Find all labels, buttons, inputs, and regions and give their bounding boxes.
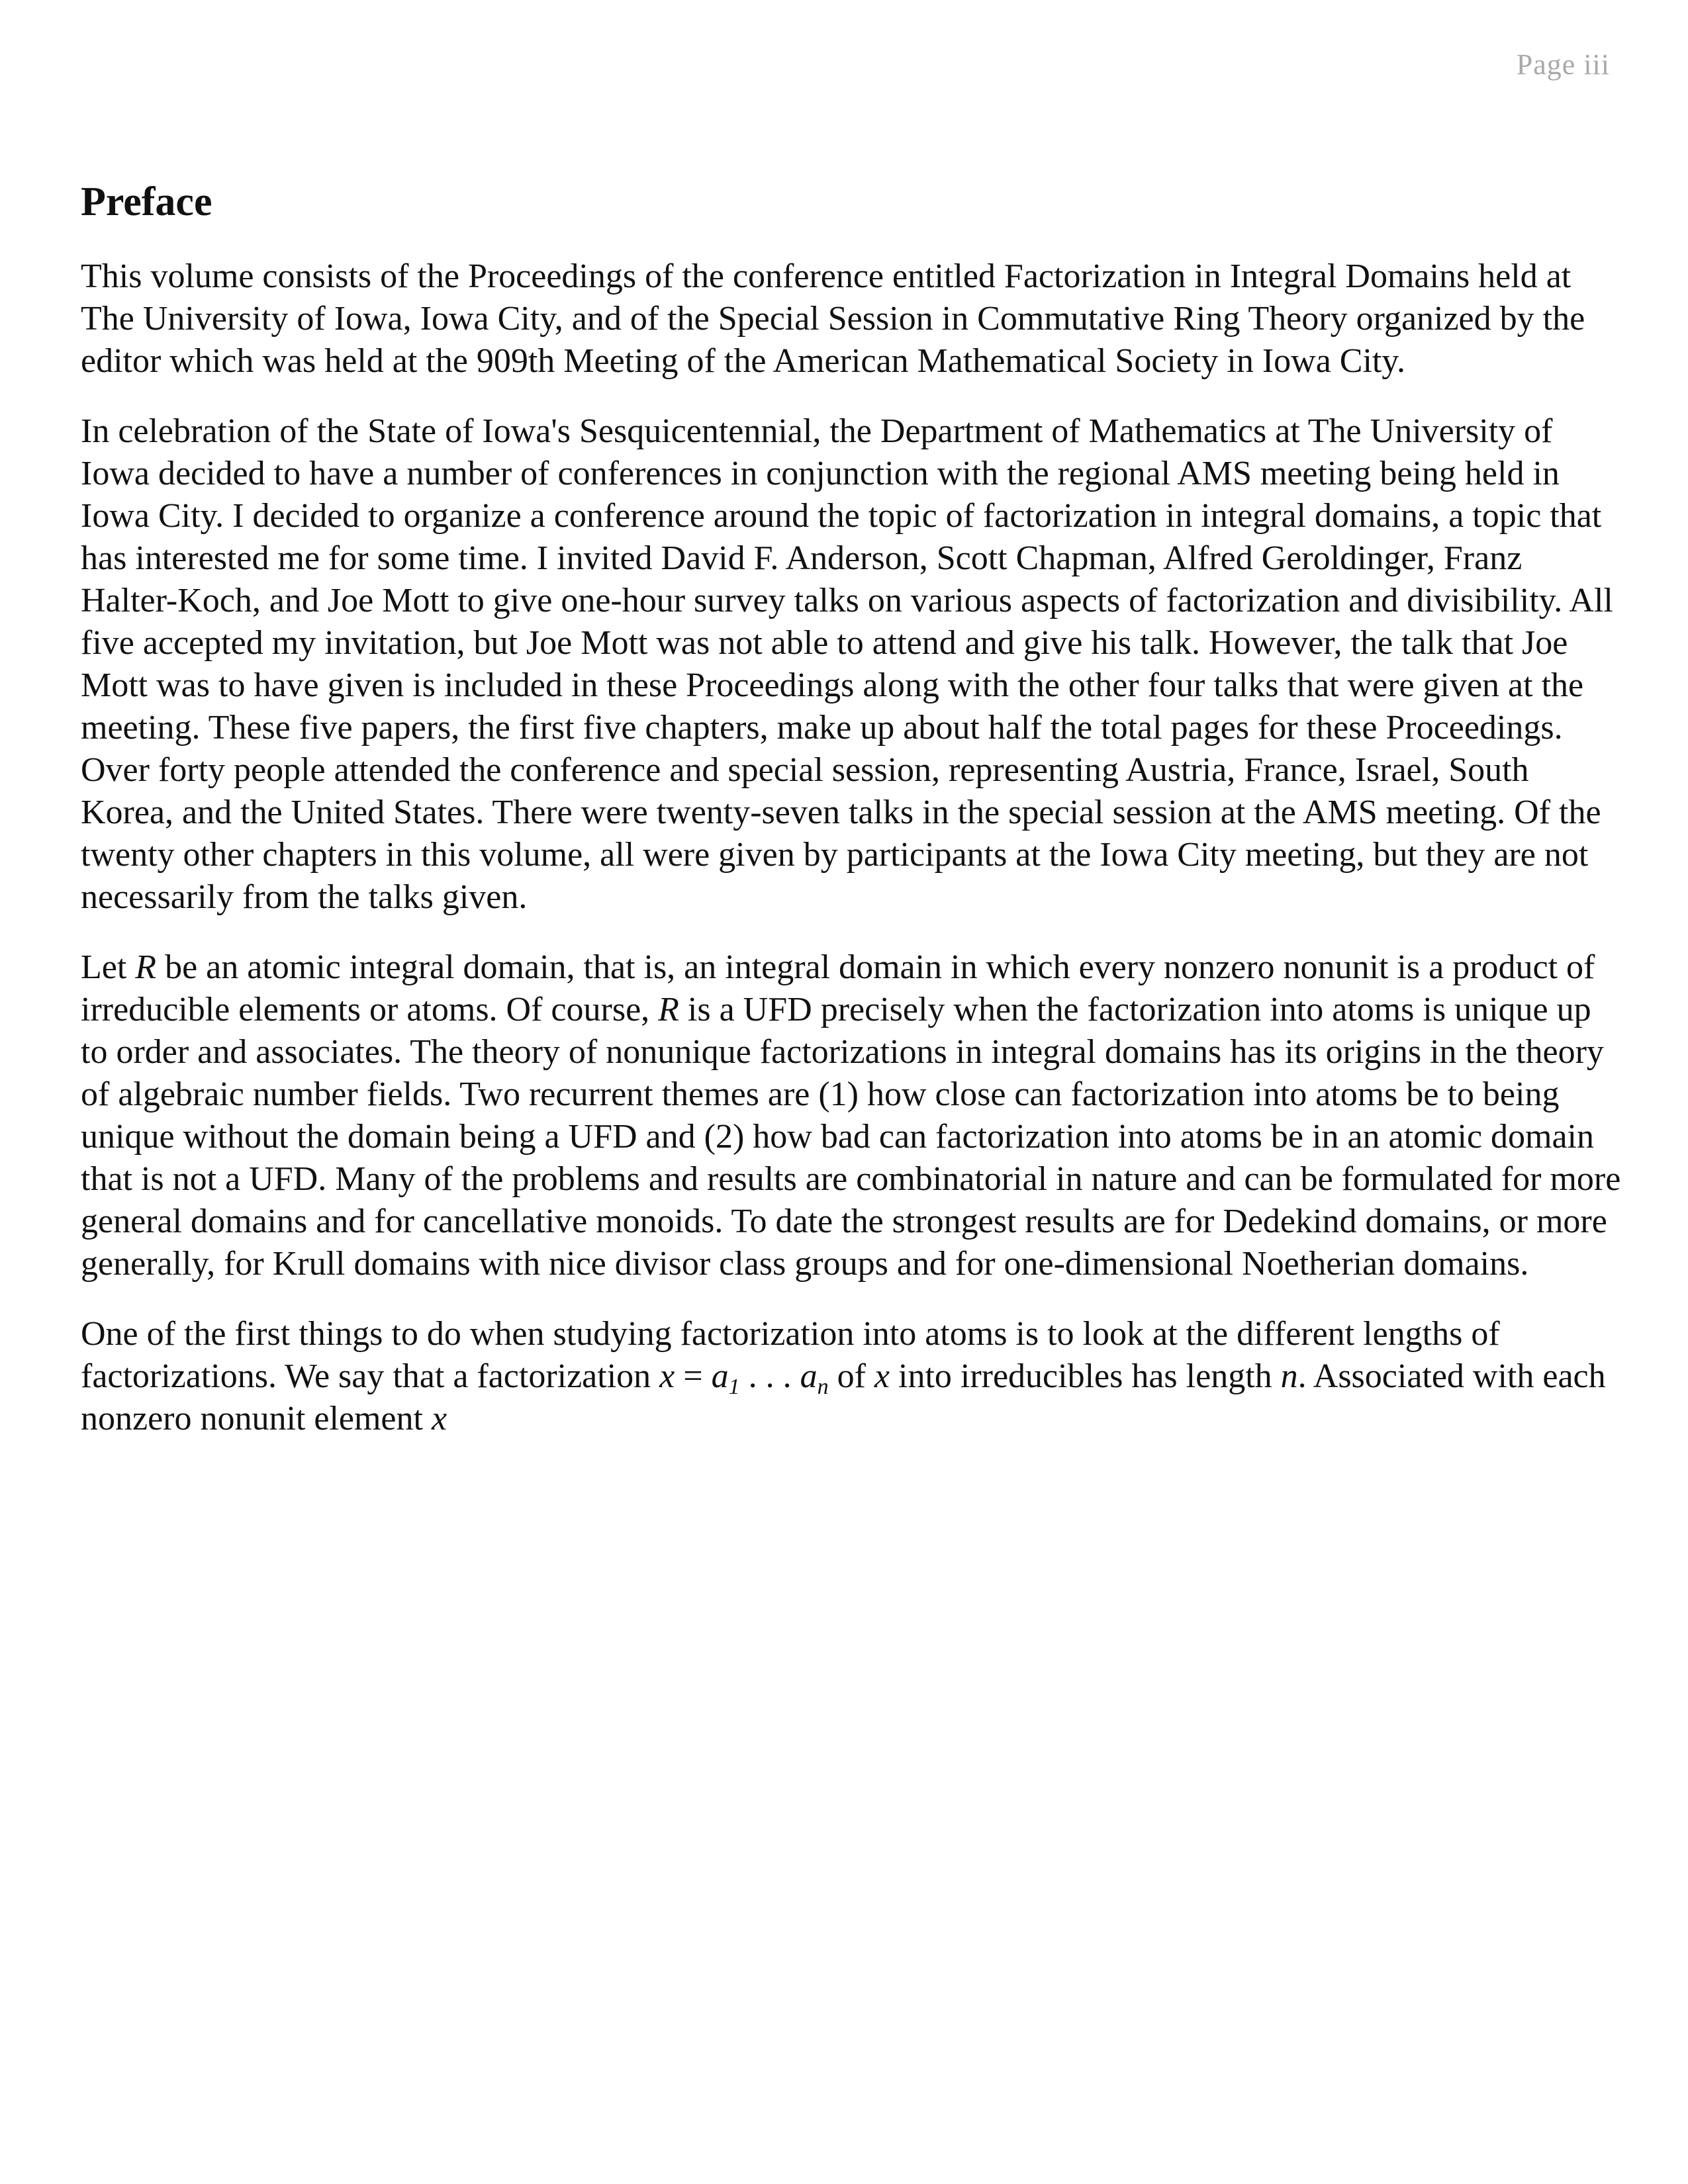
paragraph-3 [81, 946, 1623, 1285]
page-title: Preface [81, 179, 212, 224]
text-run: . Associated with each nonzero nonunit element [81, 1357, 1606, 1438]
text-run: . . . [739, 1357, 800, 1396]
math-variable: R [658, 991, 679, 1029]
text-run: Let [81, 948, 136, 987]
math-subscript: 1 [728, 1375, 740, 1400]
text-run: = [675, 1357, 712, 1396]
math-variable: x [659, 1357, 675, 1396]
math-subscript: n [817, 1375, 829, 1400]
math-variable: x [874, 1357, 890, 1396]
paragraph-4 [81, 1313, 1623, 1440]
math-variable: R [135, 948, 157, 987]
text-run: is a UFD precisely when the factorization into atoms is unique up to order and associates. The theory of nonunique factorizations in integral domains has its origins in the theory of algebraic number fields. Two recurrent themes are (1) how close can factorization into atoms be to being unique without the domain being a UFD and (2) how bad can factorization into atoms be in an atomic domain that is not a UFD. Many of the problems and results are combinatorial in nature and can be formulated for more general domains and for cancellative monoids. To date the strongest results are for Dedekind domains, or more generally, for Krull domains with nice divisor class groups and for one-dimensional Noetherian domains. [81, 991, 1621, 1283]
text-run: into irreducibles has length [890, 1357, 1281, 1396]
paragraph-2: In celebration of the State of Iowa's Sesquicentennial, the Department of Mathematics at The University of Iowa decided to have a number of conferences in conjunction with the regional AMS meeting being held in Iowa City. I decided to organize a conference around the topic of factorization in integral domains, a topic that has interested me for some time. I invited David F. Anderson, Scott Chapman, Alfred Geroldinger, Franz Halter-Koch, and Joe Mott to give one-hour survey talks on various aspects of factorization and divisibility. All five accepted my invitation, but Joe Mott was not able to attend and give his talk. However, the talk that Joe Mott was to have given is included in these Proceedings along with the other four talks that were given at the meeting. These five papers, the first five chapters, make up about half the total pages for these Proceedings. Over forty people attended the conference and special session, representing Austria, France, Israel, South Korea, and the United States. There were twenty-seven talks in the special session at the AMS meeting. Of the twenty other chapters in this volume, all were given by participants at the Iowa City meeting, but they are not necessarily from the talks given. [81, 412, 1613, 917]
math-variable: x [431, 1400, 447, 1438]
text-run: One of the first things to do when studying factorization into atoms is to look at the different lengths of factorizations. We say that a factorization [81, 1315, 1500, 1396]
text-run: of [828, 1357, 874, 1396]
document-body [81, 177, 1623, 1468]
math-variable: a [711, 1357, 729, 1396]
page-number-label: Page iii [1516, 48, 1610, 81]
math-variable: a [800, 1357, 818, 1396]
math-variable: n [1280, 1357, 1298, 1396]
text-run: be an atomic integral domain, that is, an integral domain in which every nonzero nonunit is a product of irreducible elements or atoms. Of course, [81, 948, 1595, 1029]
paragraph-1: This volume consists of the Proceedings of the conference entitled Factorization in Integral Domains held at The University of Iowa, Iowa City, and of the Special Session in Commutative Ring Theory organized by the editor which was held at the 909th Meeting of the American Mathematical Society in Iowa City. [81, 257, 1585, 381]
